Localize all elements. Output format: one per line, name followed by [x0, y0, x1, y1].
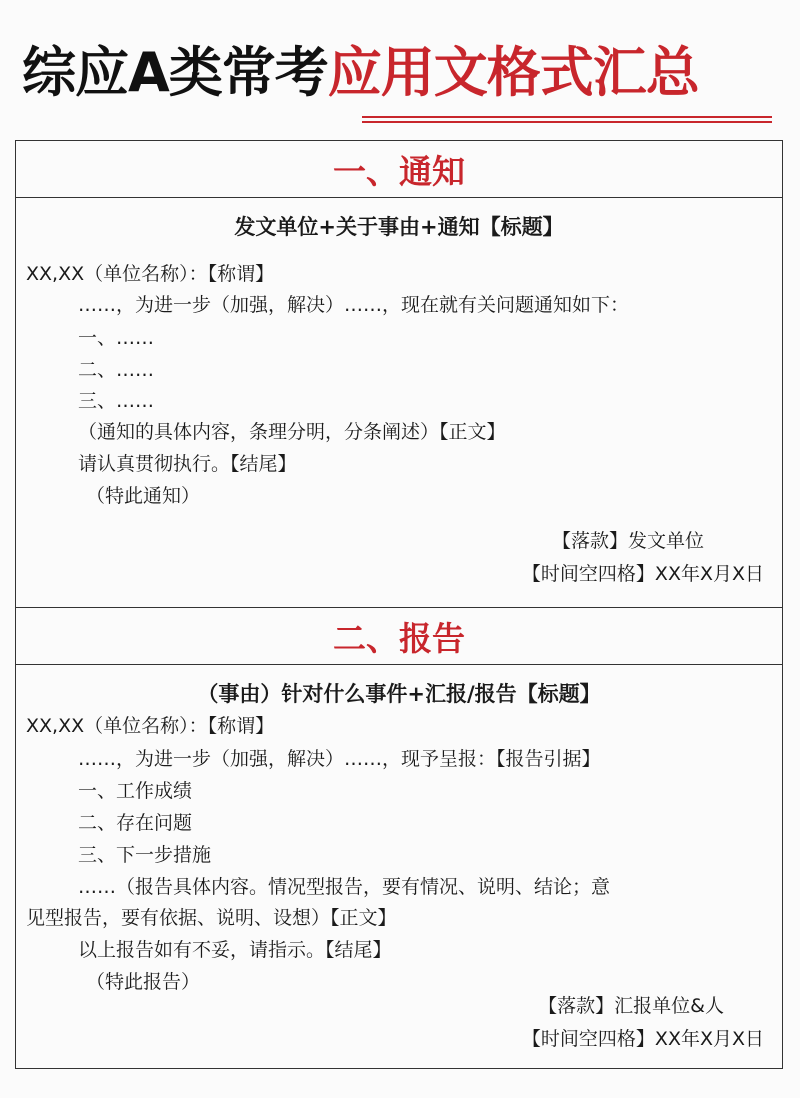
notice-closing: （特此通知） — [86, 485, 201, 507]
report-item: 二、存在问题 — [78, 812, 193, 834]
title-bar — [0, 0, 800, 130]
report-heading: 二、报告 — [16, 608, 782, 665]
title-underline — [362, 116, 772, 123]
report-item: 一、工作成绩 — [78, 780, 193, 802]
notice-ending: 请认真贯彻执行。【结尾】 — [78, 453, 297, 475]
page-title-black: 综应A类常考 — [22, 41, 328, 104]
notice-section — [15, 140, 783, 608]
report-intro: ……，为进一步（加强，解决）……，现予呈报：【报告引据】 — [78, 748, 601, 770]
page-title — [22, 38, 699, 108]
notice-subtitle: 发文单位+关于事由+通知【标题】 — [234, 215, 564, 239]
report-date: 【时间空四格】XX年X月X日 — [521, 1028, 764, 1050]
report-signature: 【落款】汇报单位&人 — [538, 995, 724, 1017]
report-salutation: XX,XX（单位名称）：【称谓】 — [26, 715, 275, 737]
notice-salutation: XX,XX（单位名称）：【称谓】 — [26, 263, 275, 285]
report-ending: 以上报告如有不妥，请指示。【结尾】 — [78, 939, 392, 961]
notice-signature: 【落款】发文单位 — [551, 530, 704, 552]
notice-item: 三、…… — [78, 390, 155, 412]
notice-heading: 一、通知 — [16, 141, 782, 198]
notice-body-note: （通知的具体内容，条理分明，分条阐述）【正文】 — [78, 421, 506, 443]
notice-date: 【时间空四格】XX年X月X日 — [521, 563, 764, 585]
report-item: 三、下一步措施 — [78, 844, 212, 866]
notice-item: 二、…… — [78, 359, 155, 381]
page-title-red: 应用文格式汇总 — [327, 41, 699, 104]
notice-item: 一、…… — [78, 327, 155, 349]
report-section — [15, 607, 783, 1069]
report-body-line: 见型报告，要有依据、说明、设想）【正文】 — [26, 907, 397, 929]
report-subtitle: （事由）针对什么事件+汇报/报告【标题】 — [197, 682, 601, 706]
notice-intro: ……，为进一步（加强，解决）……，现在就有关问题通知如下： — [78, 294, 630, 316]
report-closing: （特此报告） — [86, 971, 201, 993]
report-body-line: ……（报告具体内容。情况型报告，要有情况、说明、结论；意 — [78, 876, 611, 898]
